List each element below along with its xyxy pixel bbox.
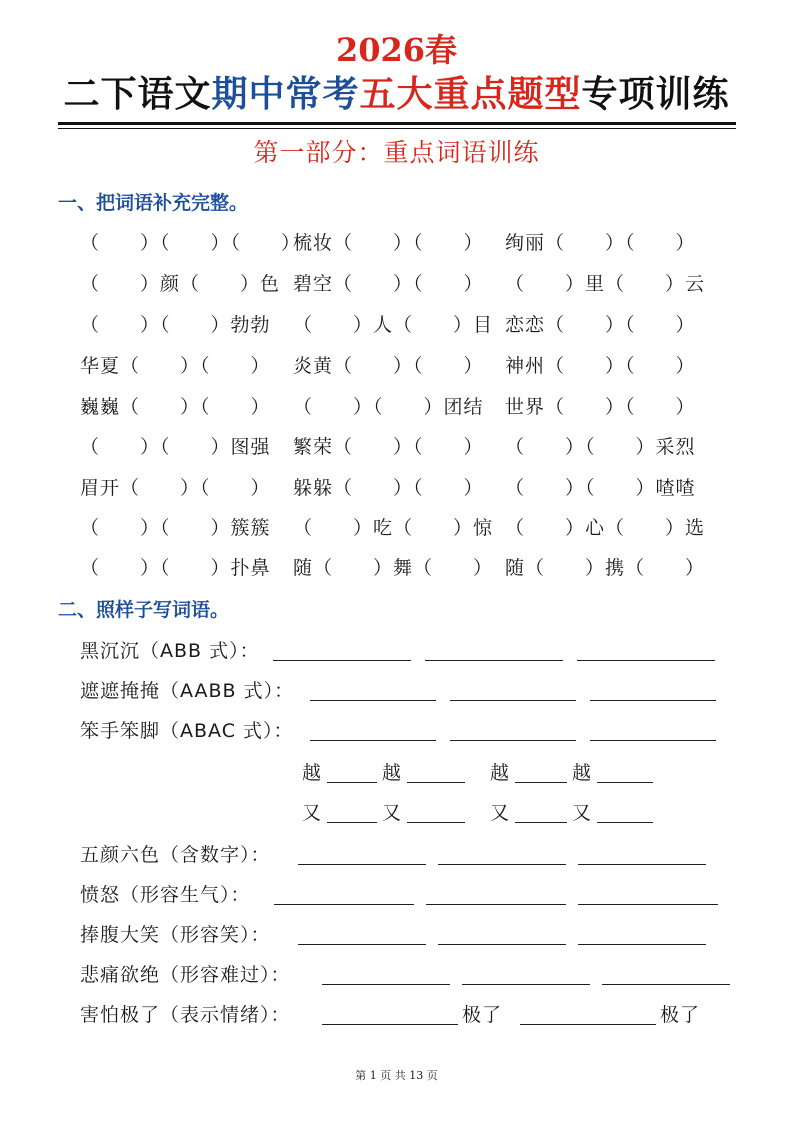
fill-item: （ ）心（ ）选 bbox=[505, 517, 706, 539]
fill-item: （ ）颜（ ）色 bbox=[80, 273, 281, 295]
title-rule-thin bbox=[58, 128, 736, 129]
item-label: 五颜六色（含数字）： bbox=[80, 844, 271, 866]
fill-item: （ ）（ ）图强 bbox=[80, 436, 271, 458]
pattern-word: 又 bbox=[572, 802, 593, 824]
fill-item: （ ）（ ）喳喳 bbox=[505, 477, 696, 499]
item-label: 愤怒（形容生气）： bbox=[80, 884, 251, 906]
page-footer: 第 1 页 共 13 页 bbox=[355, 1069, 438, 1082]
title-segment-2: 期中常考 bbox=[211, 74, 360, 115]
pattern-word: 又 bbox=[382, 802, 403, 824]
item-label: 悲痛欲绝（形容难过）： bbox=[80, 964, 291, 986]
fill-item: （ ）（ ）团结 bbox=[293, 396, 484, 418]
fill-item: （ ）（ ）扑鼻 bbox=[80, 557, 271, 579]
year-label: 2026春 bbox=[335, 31, 458, 69]
fill-item: 巍巍（ ）（ ） bbox=[80, 396, 271, 418]
main-title bbox=[0, 72, 793, 118]
pattern-word: 越 bbox=[572, 762, 593, 784]
item-label: 黑沉沉（ABB 式）： bbox=[80, 640, 260, 662]
answer-blank[interactable] bbox=[438, 924, 566, 945]
section1-heading: 一、把词语补充完整。 bbox=[58, 192, 249, 214]
section2-heading: 二、照样子写词语。 bbox=[58, 599, 230, 621]
answer-blank[interactable] bbox=[597, 802, 653, 823]
answer-blank[interactable] bbox=[450, 680, 576, 701]
answer-blank[interactable] bbox=[273, 640, 411, 661]
title-rule-thick bbox=[58, 122, 736, 125]
fill-item: （ ）吃（ ）惊 bbox=[293, 517, 494, 539]
fill-item: （ ）里（ ）云 bbox=[505, 273, 706, 295]
suffix-text: 极了 bbox=[660, 1004, 701, 1026]
answer-blank[interactable] bbox=[462, 964, 590, 985]
item-label: 笨手笨脚（ABAC 式）： bbox=[80, 720, 294, 742]
fill-item: （ ）人（ ）目 bbox=[293, 314, 494, 336]
pattern-word: 越 bbox=[490, 762, 511, 784]
answer-blank[interactable] bbox=[298, 844, 426, 865]
answer-blank[interactable] bbox=[590, 720, 716, 741]
fill-item: （ ）（ ）簇簇 bbox=[80, 517, 271, 539]
title-segment-4: 专项训练 bbox=[581, 74, 730, 115]
fill-item: （ ）（ ）（ ） bbox=[80, 232, 302, 254]
answer-blank[interactable] bbox=[407, 802, 465, 823]
answer-blank[interactable] bbox=[274, 884, 414, 905]
answer-blank[interactable] bbox=[515, 762, 567, 783]
item-label: 捧腹大笑（形容笑）： bbox=[80, 924, 271, 946]
fill-item: 恋恋（ ）（ ） bbox=[505, 314, 696, 336]
answer-blank[interactable] bbox=[327, 802, 377, 823]
fill-item: 绚丽（ ）（ ） bbox=[505, 232, 696, 254]
answer-blank[interactable] bbox=[590, 680, 716, 701]
item-label: 遮遮掩掩（AABB 式）： bbox=[80, 680, 295, 702]
fill-item: （ ）（ ）勃勃 bbox=[80, 314, 271, 336]
answer-blank[interactable] bbox=[438, 844, 566, 865]
fill-item: 华夏（ ）（ ） bbox=[80, 355, 271, 377]
answer-blank[interactable] bbox=[577, 640, 715, 661]
pattern-word: 越 bbox=[302, 762, 323, 784]
answer-blank[interactable] bbox=[425, 640, 563, 661]
fill-item: 炎黄（ ）（ ） bbox=[293, 355, 484, 377]
item-label: 害怕极了（表示情绪）： bbox=[80, 1004, 291, 1026]
pattern-word: 又 bbox=[490, 802, 511, 824]
answer-blank[interactable] bbox=[602, 964, 730, 985]
answer-blank[interactable] bbox=[450, 720, 576, 741]
fill-item: 随（ ）舞（ ） bbox=[293, 557, 494, 579]
suffix-text: 极了 bbox=[462, 1004, 503, 1026]
part-title: 第一部分：重点词语训练 bbox=[253, 138, 540, 167]
pattern-word: 越 bbox=[382, 762, 403, 784]
fill-item: 神州（ ）（ ） bbox=[505, 355, 696, 377]
answer-blank[interactable] bbox=[310, 720, 436, 741]
answer-blank[interactable] bbox=[407, 762, 465, 783]
answer-blank[interactable] bbox=[578, 884, 718, 905]
answer-blank[interactable] bbox=[426, 884, 566, 905]
title-segment-1: 二下语文 bbox=[63, 74, 212, 115]
answer-blank[interactable] bbox=[578, 844, 706, 865]
fill-item: 眉开（ ）（ ） bbox=[80, 477, 271, 499]
answer-blank[interactable] bbox=[515, 802, 567, 823]
fill-item: （ ）（ ）采烈 bbox=[505, 436, 696, 458]
fill-item: 繁荣（ ）（ ） bbox=[293, 436, 484, 458]
fill-item: 随（ ）携（ ） bbox=[505, 557, 706, 579]
answer-blank[interactable] bbox=[578, 924, 706, 945]
answer-blank[interactable] bbox=[597, 762, 653, 783]
answer-blank[interactable] bbox=[520, 1004, 656, 1025]
fill-item: 碧空（ ）（ ） bbox=[293, 273, 484, 295]
answer-blank[interactable] bbox=[322, 1004, 458, 1025]
answer-blank[interactable] bbox=[310, 680, 436, 701]
fill-item: 躲躲（ ）（ ） bbox=[293, 477, 484, 499]
pattern-word: 又 bbox=[302, 802, 323, 824]
answer-blank[interactable] bbox=[327, 762, 377, 783]
fill-item: 梳妆（ ）（ ） bbox=[293, 232, 484, 254]
fill-item: 世界（ ）（ ） bbox=[505, 396, 696, 418]
title-segment-3: 五大重点题型 bbox=[359, 74, 582, 115]
answer-blank[interactable] bbox=[298, 924, 426, 945]
answer-blank[interactable] bbox=[322, 964, 450, 985]
